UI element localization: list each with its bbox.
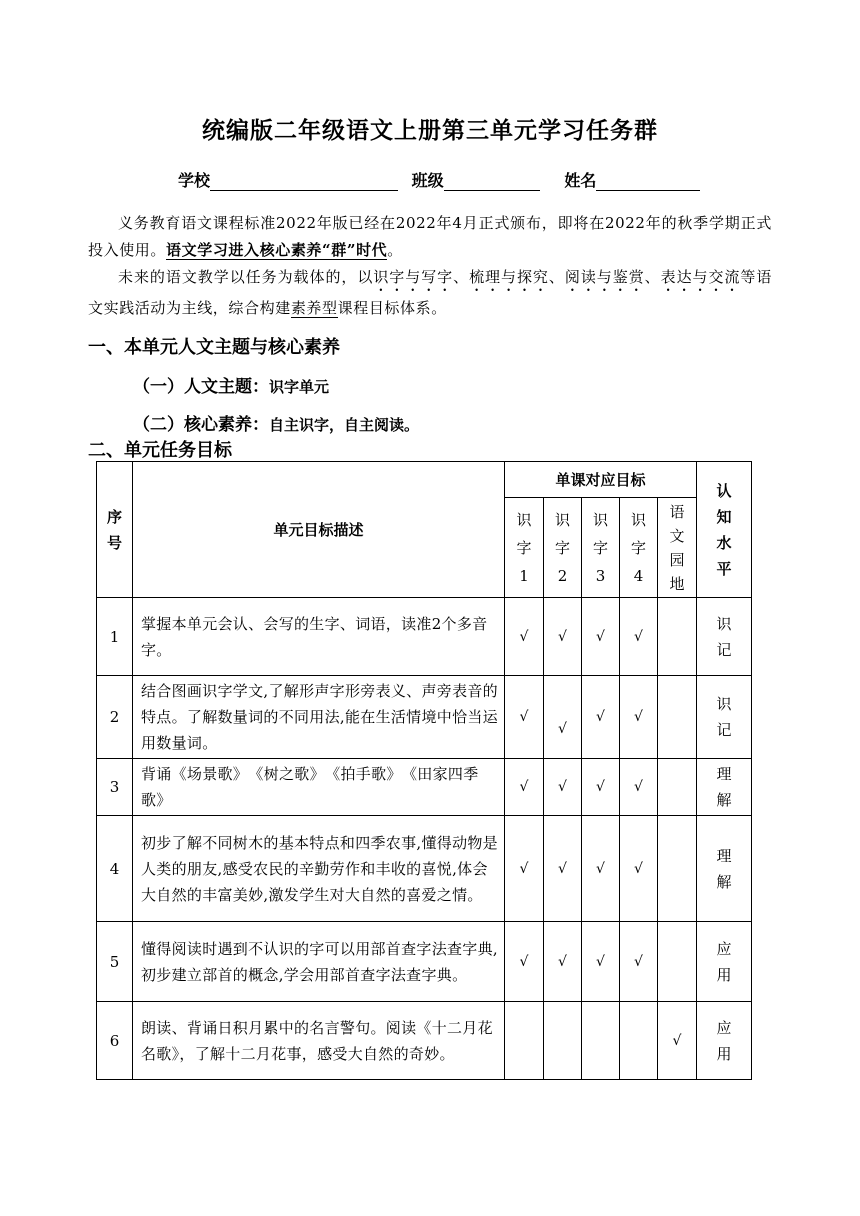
table-row — [97, 759, 752, 816]
header-lesson-4: 识 字 4 — [620, 498, 658, 598]
checkmark-icon: √ — [596, 860, 605, 877]
row-description: 懂得阅读时遇到不认识的字可以用部首查字法查字典,初步建立部首的概念,学会用部首查字法查字典。 — [133, 922, 505, 1002]
section-heading-1: 一、本单元人文主题与核心素养 — [88, 337, 340, 358]
checkmark-icon: √ — [519, 709, 529, 725]
header-lessons: 单课对应目标 — [505, 462, 697, 498]
row-description: 掌握本单元会认、会写的生字、词语，读准2个多音字。 — [133, 598, 505, 676]
check-cell — [505, 598, 544, 676]
cognitive-level: 理 解 — [697, 816, 752, 922]
header-level: 认 知 水 平 — [697, 462, 752, 598]
header-lesson-3: 识 字 3 — [582, 498, 620, 598]
checkmark-icon: √ — [634, 709, 643, 725]
theme-key: （一）人文主题： — [133, 377, 269, 397]
checkmark-icon: √ — [558, 779, 567, 795]
row-description: 初步了解不同树木的基本特点和四季农事,懂得动物是人类的朋友,感受农民的辛勤劳作和丰收的喜悦,体会大自然的丰富美妙,激发学生对大自然的喜爱之情。 — [133, 816, 505, 922]
check-cell — [582, 598, 620, 676]
class-label: 班级 — [411, 171, 444, 190]
checkmark-icon: √ — [596, 628, 605, 645]
literacy-type: 素养型 — [290, 299, 338, 317]
header-lesson-garden: 语 文 园 地 — [658, 498, 697, 598]
check-cell — [658, 759, 697, 816]
check-cell — [544, 759, 582, 816]
checkmark-icon: √ — [558, 628, 567, 645]
row-number: 6 — [97, 1002, 133, 1080]
checkmark-icon: √ — [634, 860, 643, 877]
check-cell — [544, 922, 582, 1002]
check-cell — [582, 1002, 620, 1080]
row-description: 背诵《场景歌》 《树之歌》 《拍手歌》 《田家四季歌》 — [133, 759, 505, 816]
checkmark-icon: √ — [558, 953, 567, 970]
sep-3: 、 — [644, 268, 661, 286]
table-row — [97, 1002, 752, 1080]
checkmark-icon: √ — [634, 628, 643, 645]
table-row — [97, 816, 752, 922]
check-cell — [505, 676, 544, 759]
check-cell — [620, 1002, 658, 1080]
class-blank[interactable] — [444, 174, 540, 191]
check-cell — [620, 676, 658, 759]
cognitive-level: 应 用 — [697, 1002, 752, 1080]
cognitive-level: 识 记 — [697, 676, 752, 759]
name-blank[interactable] — [596, 174, 700, 191]
check-cell — [544, 676, 582, 759]
header-desc: 单元目标描述 — [133, 462, 505, 598]
school-blank[interactable] — [210, 174, 398, 191]
check-cell — [620, 598, 658, 676]
header-seq: 序 号 — [97, 462, 133, 598]
check-cell — [582, 922, 620, 1002]
checkmark-icon: √ — [672, 1032, 682, 1049]
checkmark-icon: √ — [558, 860, 567, 877]
check-cell — [658, 1002, 697, 1080]
practice-sorting: 梳理与探究 — [469, 268, 549, 286]
teaching-paragraph — [88, 264, 772, 322]
row-number: 3 — [97, 759, 133, 816]
literacy-key: （二）核心素养： — [133, 415, 269, 435]
intro-end: 。 — [387, 241, 403, 259]
check-cell — [505, 922, 544, 1002]
check-cell — [505, 816, 544, 922]
check-cell — [658, 676, 697, 759]
task-table — [96, 461, 752, 1080]
check-cell — [505, 1002, 544, 1080]
teaching-text-2: 等语文实践活动为主线，综合构建 — [88, 268, 772, 317]
checkmark-icon: √ — [634, 779, 643, 795]
row-number: 2 — [97, 676, 133, 759]
row-description: 结合图画识字学文,了解形声字形旁表义、声旁表音的特点。了解数量词的不同用法,能在生活情境中恰当运用数量词。 — [133, 676, 505, 759]
checkmark-icon: √ — [519, 953, 529, 970]
row-number: 1 — [97, 598, 133, 676]
intro-paragraph — [88, 210, 772, 264]
literacy-line — [133, 410, 419, 435]
header-lesson-2: 识 字 2 — [544, 498, 582, 598]
check-cell — [544, 816, 582, 922]
check-cell — [544, 1002, 582, 1080]
checkmark-icon: √ — [558, 721, 567, 737]
row-number: 5 — [97, 922, 133, 1002]
check-cell — [620, 816, 658, 922]
checkmark-icon: √ — [596, 953, 605, 970]
check-cell — [658, 922, 697, 1002]
section-heading-2: 二、单元任务目标 — [88, 440, 232, 461]
check-cell — [582, 816, 620, 922]
literacy-value: 自主识字，自主阅读。 — [269, 416, 420, 434]
cognitive-level: 理 解 — [697, 759, 752, 816]
table-row — [97, 922, 752, 1002]
theme-line — [133, 372, 329, 397]
check-cell — [658, 598, 697, 676]
check-cell — [620, 922, 658, 1002]
school-label: 学校 — [178, 171, 211, 190]
checkmark-icon: √ — [519, 628, 529, 645]
checkmark-icon: √ — [519, 779, 529, 795]
student-info-line — [178, 168, 708, 191]
check-cell — [582, 759, 620, 816]
theme-value: 识字单元 — [269, 378, 330, 396]
row-number: 4 — [97, 816, 133, 922]
checkmark-icon: √ — [634, 953, 643, 970]
checkmark-icon: √ — [596, 779, 605, 795]
page-title: 统编版二年级语文上册第三单元学习任务群 — [202, 118, 658, 144]
check-cell — [582, 676, 620, 759]
cognitive-level: 应 用 — [697, 922, 752, 1002]
check-cell — [505, 759, 544, 816]
table-row — [97, 598, 752, 676]
header-lesson-1: 识 字 1 — [505, 498, 544, 598]
row-description: 朗读、背诵日积月累中的名言警句。阅读《十二月花名歌》，了解十二月花事，感受大自然的奇妙。 — [133, 1002, 505, 1080]
intro-emphasis: 语文学习进入核心素养“群”时代 — [166, 241, 388, 259]
checkmark-icon: √ — [519, 860, 529, 877]
teaching-text-3: 课程目标体系。 — [337, 299, 447, 317]
practice-reading: 阅读与鉴赏 — [564, 268, 645, 286]
practice-literacy: 识字与写字 — [373, 268, 454, 286]
table-row — [97, 676, 752, 759]
check-cell — [544, 598, 582, 676]
intro-text: 义务教育语文课程标准2022年版已经在2022年4月正式颁布，即将在2022年的秋季学期正式投入使用。 — [88, 214, 772, 259]
sep-2: 、 — [548, 268, 565, 286]
cognitive-level: 识 记 — [697, 598, 752, 676]
name-label: 姓名 — [564, 171, 597, 190]
teaching-text-1: 未来的语文教学以任务为载体的，以 — [118, 268, 374, 286]
sep-1: 、 — [453, 268, 470, 286]
check-cell — [658, 816, 697, 922]
check-cell — [620, 759, 658, 816]
checkmark-icon: √ — [596, 709, 605, 725]
practice-expression: 表达与交流 — [660, 268, 741, 286]
